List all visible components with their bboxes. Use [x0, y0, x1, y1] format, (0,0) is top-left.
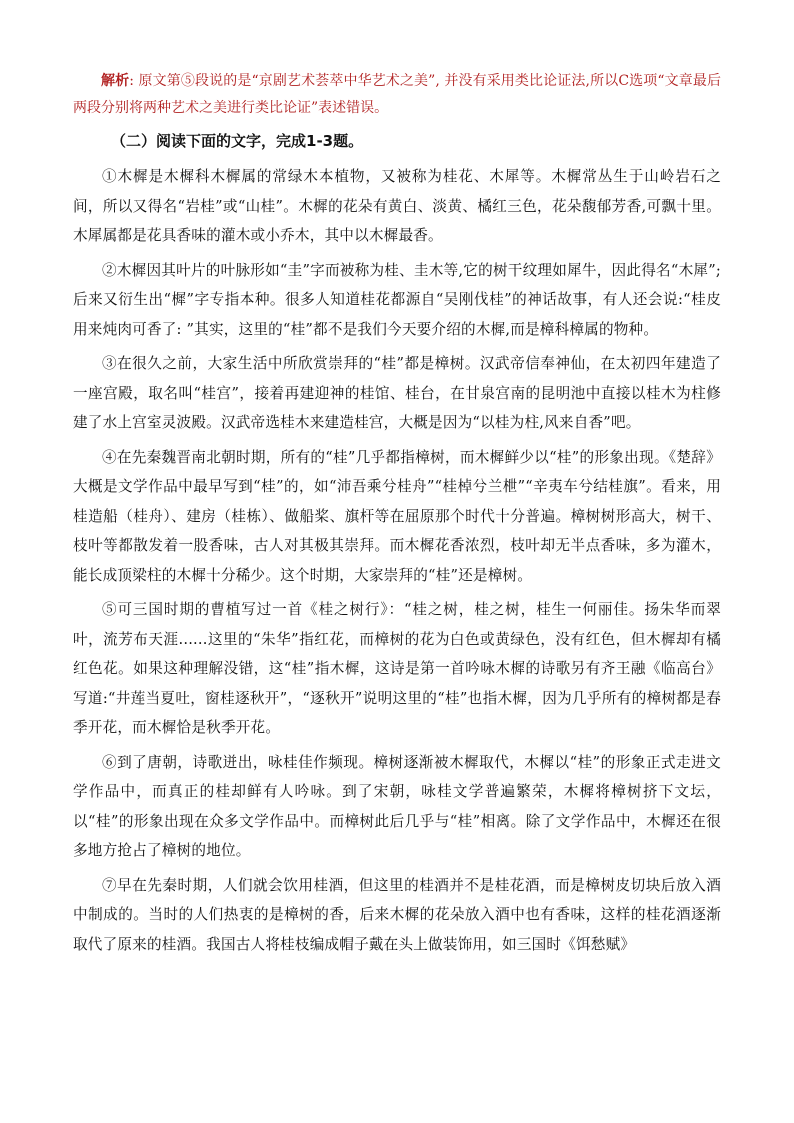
document-page: [73, 68, 721, 964]
paragraph-4: ④在先秦魏晋南北朝时期，所有的“桂”几乎都指樟树，而木樨鲜少以“桂”的形象出现。《楚辞》大概是文学作品中最早写到“桂”的，如“沛吾乘兮桂舟”“桂棹兮兰枻”“辛夷车兮结桂旗”。看来，用桂造船（桂舟）、建房（桂栋）、做船桨、旗杆等在屈原那个时代十分普遍。樟树树形高大，树干、枝叶等都散发着一股香味，古人对其极其崇拜。而木樨花香浓烈，枝叶却无半点香味，多为灌木，能长成顶梁柱的木樨十分稀少。这个时期，大家崇拜的“桂”还是樟树。: [73, 448, 721, 584]
section-title: （二）阅读下面的文字，完成1-3题。: [111, 132, 364, 150]
paragraph-5: ⑤可三国时期的曹植写过一首《桂之树行》：“桂之树，桂之树，桂生一何丽佳。扬朱华而翠叶，流芳布天涯......这里的“朱华”指红花，而樟树的花为白色或黄绿色，没有红色，但木樨却有橘红色花。如果这种理解没错，这“桂”指木樨，这诗是第一首吟咏木樨的诗歌另有齐王融《临高台》写道:“井莲当夏吐，窗桂逐秋开”，“逐秋开”说明这里的“桂”也指木樨，因为几乎所有的樟树都是春季开花，而木樨恰是秋季开花。: [73, 601, 721, 736]
paragraph-1: ①木樨是木樨科木樨属的常绿木本植物，又被称为桂花、木犀等。木樨常丛生于山岭岩石之间，所以又得名“岩桂”或“山桂”。木樨的花朵有黄白、淡黄、橘红三色，花朵馥郁芳香,可飘十里。木犀属都是花具香味的灌木或小乔木，其中以木樨最香。: [73, 168, 721, 244]
paragraph-6: ⑥到了唐朝，诗歌迸出，咏桂佳作频现。樟树逐渐被木樨取代，木樨以“桂”的形象正式走进文学作品中，而真正的桂却鲜有人吟咏。到了宋朝，咏桂文学普遍繁荣，木樨将樟树挤下文坛，以“桂”的形象出现在众多文学作品中。而樟树此后几乎与“桂”相离。除了文学作品中，木樨还在很多地方抢占了樟树的地位。: [73, 753, 721, 859]
paragraph-3: ③在很久之前，大家生活中所欣赏崇拜的“桂”都是樟树。汉武帝信奉神仙，在太初四年建造了一座宫殿，取名叫“桂宫”，接着再建迎神的桂馆、桂台，在甘泉宫南的昆明池中直接以桂木为柱修建了水上宫室灵波殿。汉武帝选桂木来建造桂宫，大概是因为“以桂为柱,风来自香”吧。: [73, 355, 721, 431]
analysis-note: [73, 68, 721, 122]
analysis-text: : 原文第⑤段说的是“京剧艺术荟萃中华艺术之美”, 并没有采用类比论证法,所以C选项“文章最后两段分别将两种艺术之美进行类比论证”表述错误。: [73, 73, 722, 116]
paragraph-7: ⑦早在先秦时期，人们就会饮用桂酒，但这里的桂酒并不是桂花酒，而是樟树皮切块后放入酒中制成的。当时的人们热衷的是樟树的香，后来木樨的花朵放入酒中也有香味，这样的桂花酒逐渐取代了原来的桂酒。我国古人将桂枝编成帽子戴在头上做装饰用，如三国时《饵愁赋》: [73, 876, 721, 953]
paragraph-2: ②木樨因其叶片的叶脉形如“圭”字而被称为桂、圭木等,它的树干纹理如犀牛，因此得名“木犀”; 后来又衍生出“樨”字专指本种。很多人知道桂花都源自“吴刚伐桂”的神话故事，有人还会说:“桂皮 用来炖肉可香了: ”其实，这里的“桂”都不是我们今天要介绍的木樨,而是樟科樟属的物种。: [73, 261, 721, 338]
analysis-label: 解析: [101, 73, 130, 89]
